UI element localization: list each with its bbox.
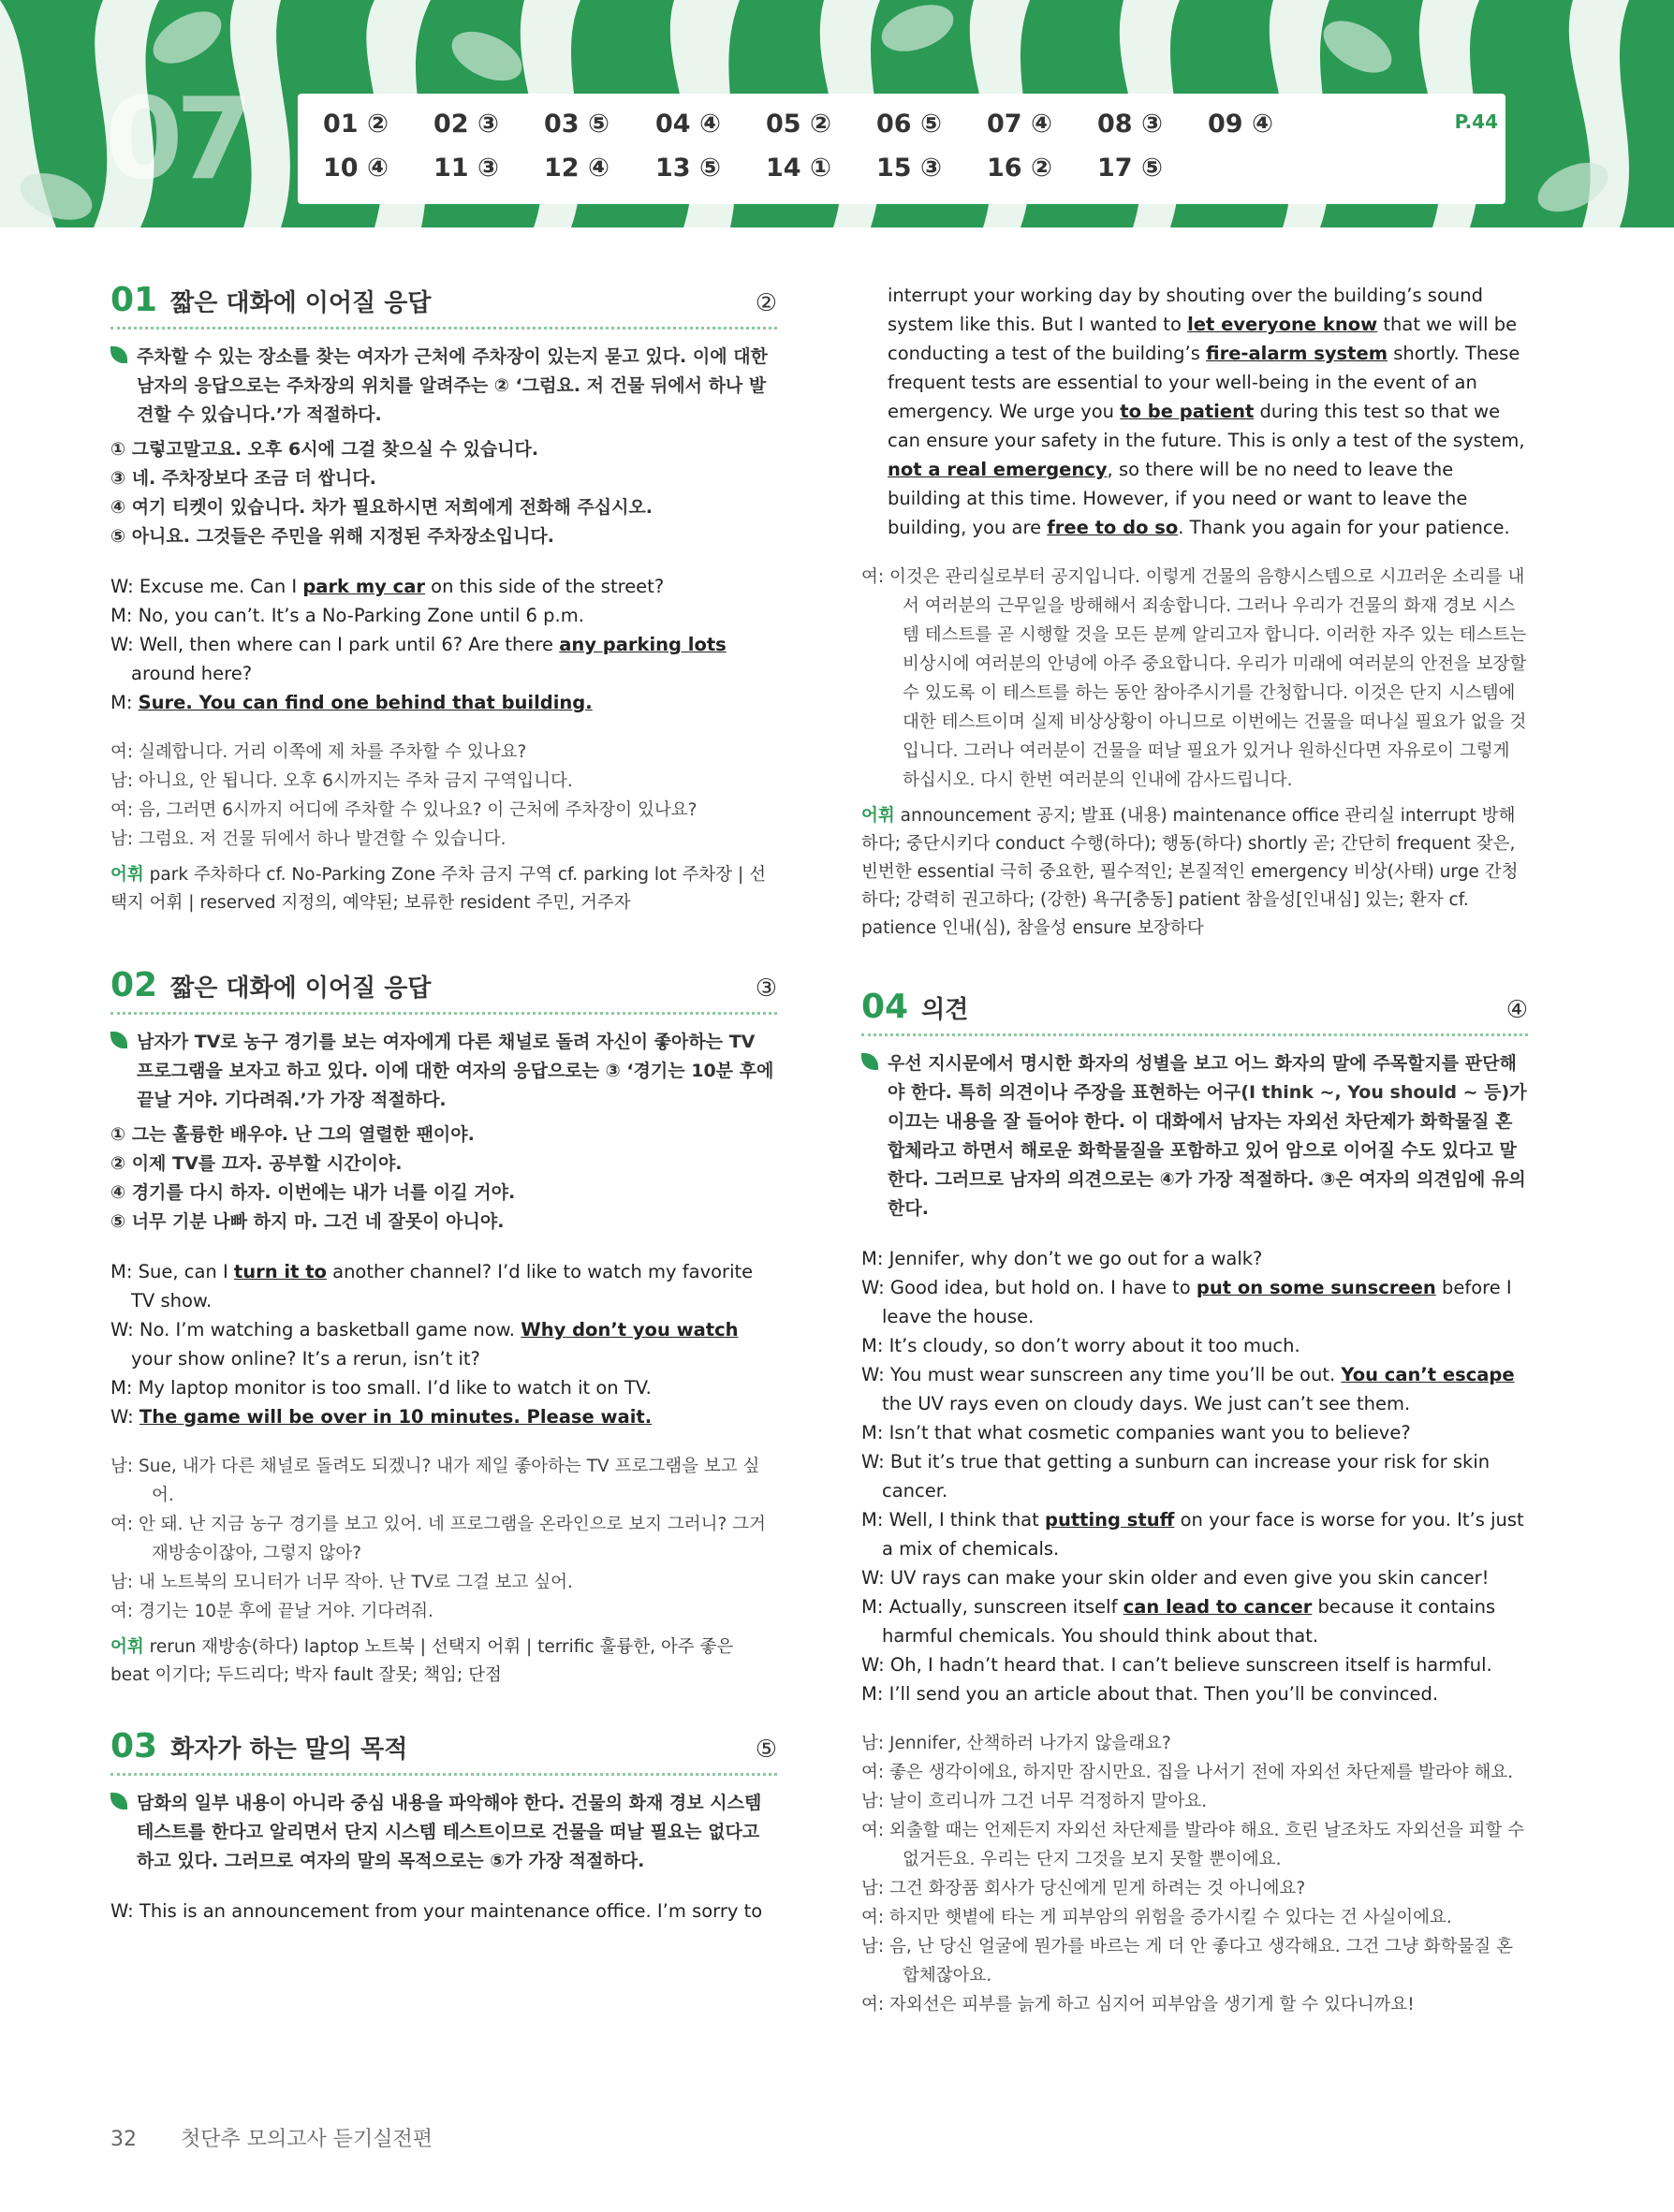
leaf-icon [861, 1053, 878, 1070]
translation-line: 여: 경기는 10분 후에 끝날 거야. 기다려줘. [110, 1602, 433, 1621]
explanation-text: 담화의 일부 내용이 아니라 중심 내용을 파악해야 한다. 건물의 화재 경보 시스템 테스트를 한다고 알리면서 단지 시스템 테스트이므로 건물을 떠날 필요는 없다고 하고 있다. 그러므로 여자의 말의 목적으로는 ⑤가 가장 적절하다. [137, 1793, 762, 1871]
explanation [861, 1049, 1528, 1223]
answer-item: 08 ③ [1097, 110, 1163, 139]
right-column [861, 281, 1528, 2019]
translation-line: 남: 그건 화장품 회사가 당신에게 믿게 하려는 것 아니에요? [861, 1879, 1306, 1898]
section-title: 짧은 대화에 이어질 응답 [170, 289, 432, 317]
script-line: M: Jennifer, why don’t we go out for a walk? [861, 1248, 1263, 1269]
vocab-tag: 어휘 [110, 1637, 144, 1657]
leaf-icon [110, 1793, 127, 1809]
translation-line: 남: 그럼요. 저 건물 뒤에서 하나 발견할 수 있습니다. [110, 829, 507, 849]
explanation-text: 주차할 수 있는 장소를 찾는 여자가 근처에 주차장이 있는지 묻고 있다. 이에 대한 남자의 응답으로는 주차장의 위치를 알려주는 ② ‘그럼요. 저 건물 뒤에서 하나 발견할 수 있습니다.’가 적절하다. [137, 346, 768, 425]
translation [861, 563, 1528, 795]
option: ④ 여기 티켓이 있습니다. 차가 필요하시면 저희에게 전화해 주십시오. [110, 497, 653, 518]
option: ⑤ 너무 기분 나빠 하지 마. 그건 네 잘못이 아니야. [110, 1211, 505, 1232]
explanation-text: 남자가 TV로 농구 경기를 보는 여자에게 다른 채널로 돌려 자신이 좋아하는 TV 프로그램을 보자고 하고 있다. 이에 대한 여자의 응답으로는 ③ ‘경기는 10분 후에 끝날 거야. 기다려줘.’가 가장 적절하다. [137, 1032, 774, 1110]
section-header [110, 281, 777, 330]
section-02 [110, 966, 777, 1690]
script-line: W: Oh, I hadn’t heard that. I can’t believe sunscreen itself is harmful. [861, 1654, 1492, 1676]
script-paragraph: interrupt your working day by shouting over the building’s sound system like this. But I wanted to let everyone know that we will be conducting a test of the building’s fire-alarm system shortly. These frequent tests are essential to your well-being in the event of an emergency. We urge you to be patient during this test so that we can ensure your safety in the future. This is only a test of the system, not a real emergency, so there will be no need to leave the building at this time. However, if you need or want to leave the building, you are free to do so. Thank you again for your patience. [888, 285, 1525, 538]
translation-line: 여: 실례합니다. 거리 이쪽에 제 차를 주차할 수 있나요? [110, 742, 527, 762]
translation-line: 남: 아니요, 안 됩니다. 오후 6시까지는 주차 금지 구역입니다. [110, 771, 573, 791]
answer-item: 02 ③ [433, 110, 499, 139]
section-03 [110, 1727, 777, 1926]
answer-item: 03 ⑤ [544, 110, 609, 139]
script-line: M: Sue, can I turn it to another channel? I’d like to watch my favorite TV show. [110, 1261, 754, 1311]
answer-mark: ⑤ [755, 1736, 777, 1764]
script-line: W: UV rays can make your skin older and even give you skin cancer! [861, 1567, 1490, 1589]
answer-item: 09 ④ [1208, 110, 1273, 139]
option: ③ 네. 주차장보다 조금 더 쌉니다. [110, 468, 376, 489]
page-number: 32 [110, 2128, 137, 2151]
vocab-text: rerun 재방송(하다) laptop 노트북 | 선택지 어휘 | terrific 훌륭한, 아주 좋은 beat 이기다; 두드리다; 박자 fault 잘못; 책임; 단점 [110, 1637, 734, 1685]
translation-line: 여: 이것은 관리실로부터 공지입니다. 이렇게 건물의 음향시스템으로 시끄러운 소리를 내서 여러분의 근무일을 방해해서 죄송합니다. 그러나 우리가 건물의 화재 경보 시스템 테스트를 곧 시행할 것을 모든 분께 알리고자 합니다. 이러한 자주 있는 테스트는 비상시에 여러분의 안녕에 아주 중요합니다. 우리가 미래에 여러분의 안전을 보장할 수 있도록 이 테스트를 하는 동안 참아주시기를 간청합니다. 이것은 단지 시스템에 대한 테스트이며 실제 비상상황이 아니므로 이번에는 건물을 떠나실 필요가 없을 것입니다. 그러나 여러분이 건물을 떠날 필요가 있거나 원하신다면 자유로이 그렇게 하십시오. 다시 한번 여러분의 인내에 감사드립니다. [861, 567, 1527, 790]
option: ① 그는 훌륭한 배우야. 난 그의 열렬한 팬이야. [110, 1124, 475, 1145]
section-header [861, 988, 1528, 1036]
vocabulary [861, 802, 1528, 943]
answer-item: 12 ④ [544, 154, 609, 183]
option: ④ 경기를 다시 하자. 이번에는 내가 너를 이길 거야. [110, 1182, 516, 1203]
script-line: M: I’ll send you an article about that. Then you’ll be convinced. [861, 1683, 1439, 1705]
script [110, 572, 777, 717]
section-title: 짧은 대화에 이어질 응답 [170, 974, 432, 1003]
book-title: 첫단추 모의고사 듣기실전편 [181, 2128, 433, 2151]
vocabulary [110, 861, 777, 917]
answer-item: 13 ⑤ [655, 154, 721, 183]
section-header [110, 1727, 777, 1776]
explanation [110, 1789, 777, 1876]
translation-line: 남: 음, 난 당신 얼굴에 뭔가를 바르는 게 더 안 좋다고 생각해요. 그건 그냥 화학물질 혼합체잖아요. [861, 1937, 1513, 1985]
answer-item: 06 ⑤ [876, 110, 942, 139]
answer-item: 17 ⑤ [1097, 154, 1163, 183]
translation-line: 여: 안 돼. 난 지금 농구 경기를 보고 있어. 네 프로그램을 온라인으로 보지 그러니? 그거 재방송이잖아, 그렇지 않아? [110, 1515, 766, 1563]
answer-item: 07 ④ [987, 110, 1052, 139]
script-line: W: Excuse me. Can I park my car on this side of the street? [110, 576, 665, 597]
script-line: M: Actually, sunscreen itself can lead to cancer because it contains harmful chemicals. You should think about that. [861, 1596, 1496, 1647]
section-number: 01 [110, 281, 158, 319]
page-footer [110, 2123, 470, 2152]
option: ② 이제 TV를 끄자. 공부할 시간이야. [110, 1153, 403, 1174]
vocab-tag: 어휘 [110, 865, 144, 885]
script-line: W: Well, then where can I park until 6? Are there any parking lots around here? [110, 634, 727, 684]
answer-mark: ④ [1505, 996, 1528, 1024]
option: ⑤ 아니요. 그것들은 주민을 위해 지정된 주차장소입니다. [110, 526, 554, 547]
translation-line: 여: 하지만 햇볕에 타는 게 피부암의 위험을 증가시킬 수 있다는 건 사실이에요. [861, 1908, 1452, 1927]
vocabulary [110, 1633, 777, 1690]
leaf-icon [110, 346, 127, 363]
page-reference: P.44 [1454, 110, 1498, 133]
section-number: 03 [110, 1727, 158, 1765]
answer-item: 10 ④ [323, 154, 389, 183]
script-line: M: It’s cloudy, so don’t worry about it too much. [861, 1335, 1300, 1356]
vocab-text: announcement 공지; 발표 (내용) maintenance office 관리실 interrupt 방해하다; 중단시키다 conduct 수행(하다); 행동(하다) shortly 곧; 간단히 frequent 잦은, 빈번한 essential 극히 중요한, 필수적인; 본질적인 emergency 비상(사태) urge 간청하다; 강력히 권고하다; (강한) 욕구[충동] patient 참을성[인내심] 있는; 환자 cf. patience 인내(심), 참을성 ensure 보장하다 [861, 806, 1519, 938]
answer-item: 04 ④ [655, 110, 721, 139]
answer-mark: ② [755, 289, 777, 317]
script-line: M: No, you can’t. It’s a No-Parking Zone until 6 p.m. [110, 605, 584, 626]
answer-item: 15 ③ [876, 154, 942, 183]
section-01 [110, 281, 777, 917]
script-continued [861, 281, 1528, 542]
answer-item: 16 ② [987, 154, 1052, 183]
script-line: M: Sure. You can find one behind that building. [110, 692, 593, 713]
translation-line: 여: 외출할 때는 언제든지 자외선 차단제를 발라야 해요. 흐린 날조차도 자외선을 피할 수 없거든요. 우리는 단지 그것을 보지 못할 뿐이에요. [861, 1821, 1525, 1869]
translation-line: 여: 좋은 생각이에요, 하지만 잠시만요. 집을 나서기 전에 자외선 차단제를 발라야 해요. [861, 1763, 1514, 1782]
explanation-text: 우선 지시문에서 명시한 화자의 성별을 보고 어느 화자의 말에 주목할지를 판단해야 한다. 특히 의견이나 주장을 표현하는 어구(I think ~, You should ~ 등)가 이끄는 내용을 잘 들어야 한다. 이 대화에서 남자는 자외선 차단제가 화학물질 혼합체라고 하면서 해로운 화학물질을 포함하고 있어 암으로 이어질 수도 있다고 말한다. 그러므로 남자의 의견으로는 ④가 가장 적절하다. ③은 여자의 의견임에 유의한다. [888, 1053, 1527, 1219]
explanation [110, 1028, 777, 1115]
script-line: M: My laptop monitor is too small. I’d like to watch it on TV. [110, 1377, 652, 1399]
script-line: W: This is an announcement from your maintenance office. I’m sorry to [110, 1900, 763, 1922]
script-line: W: Good idea, but hold on. I have to put on some sunscreen before I leave the house. [861, 1277, 1512, 1327]
chapter-number: 07 [105, 75, 246, 205]
script-line: W: No. I’m watching a basketball game now. Why don’t you watch your show online? It’s a rerun, isn’t it? [110, 1319, 739, 1370]
translation-line: 남: Jennifer, 산책하러 나가지 않을래요? [861, 1734, 1171, 1753]
answer-mark: ③ [755, 974, 777, 1003]
section-number: 02 [110, 966, 158, 1004]
script-line: W: The game will be over in 10 minutes. Please wait. [110, 1406, 653, 1428]
section-04 [861, 988, 1528, 2019]
header-banner [0, 0, 1674, 227]
script-line: W: But it’s true that getting a sunburn can increase your risk for skin cancer. [861, 1451, 1490, 1502]
section-header [110, 966, 777, 1015]
script [110, 1897, 777, 1926]
translation-line: 여: 음, 그러면 6시까지 어디에 주차할 수 있나요? 이 근처에 주차장이 있나요? [110, 800, 698, 820]
translation [110, 738, 777, 854]
leaf-icon [110, 1032, 127, 1048]
translation-line: 여: 자외선은 피부를 늙게 하고 심지어 피부암을 생기게 할 수 있다니까요! [861, 1995, 1415, 2014]
section-number: 04 [861, 988, 909, 1026]
script-line: M: Isn’t that what cosmetic companies want you to believe? [861, 1422, 1411, 1443]
script-line: W: You must wear sunscreen any time you’ll be out. You can’t escape the UV rays even on cloudy days. We just can’t see them. [861, 1364, 1515, 1414]
answer-item: 11 ③ [433, 154, 499, 183]
vocab-tag: 어휘 [861, 806, 895, 826]
translation-line: 남: Sue, 내가 다른 채널로 돌려도 되겠니? 내가 제일 좋아하는 TV 프로그램을 보고 싶어. [110, 1457, 760, 1505]
section-title: 의견 [921, 996, 969, 1024]
vocab-text: park 주차하다 cf. No-Parking Zone 주차 금지 구역 cf. parking lot 주차장 | 선택지 어휘 | reserved 지정의, 예약된; 보류한 resident 주민, 거주자 [110, 865, 766, 913]
script [110, 1257, 777, 1431]
translation-line: 남: 내 노트북의 모니터가 너무 작아. 난 TV로 그걸 보고 싶어. [110, 1573, 573, 1592]
left-column [110, 281, 777, 1926]
script-line: M: Well, I think that putting stuff on your face is worse for you. It’s just a mix of chemicals. [861, 1509, 1524, 1560]
option: ① 그렇고말고요. 오후 6시에 그걸 찾으실 수 있습니다. [110, 439, 539, 460]
explanation [110, 343, 777, 430]
script [861, 1244, 1528, 1708]
translation [861, 1729, 1528, 2019]
answer-item: 05 ② [766, 110, 831, 139]
answer-item: 14 ① [766, 154, 831, 183]
section-title: 화자가 하는 말의 목적 [170, 1736, 408, 1764]
translation [110, 1452, 777, 1626]
translation-line: 남: 날이 흐리니까 그건 너무 걱정하지 말아요. [861, 1792, 1208, 1811]
answer-item: 01 ② [323, 110, 389, 139]
